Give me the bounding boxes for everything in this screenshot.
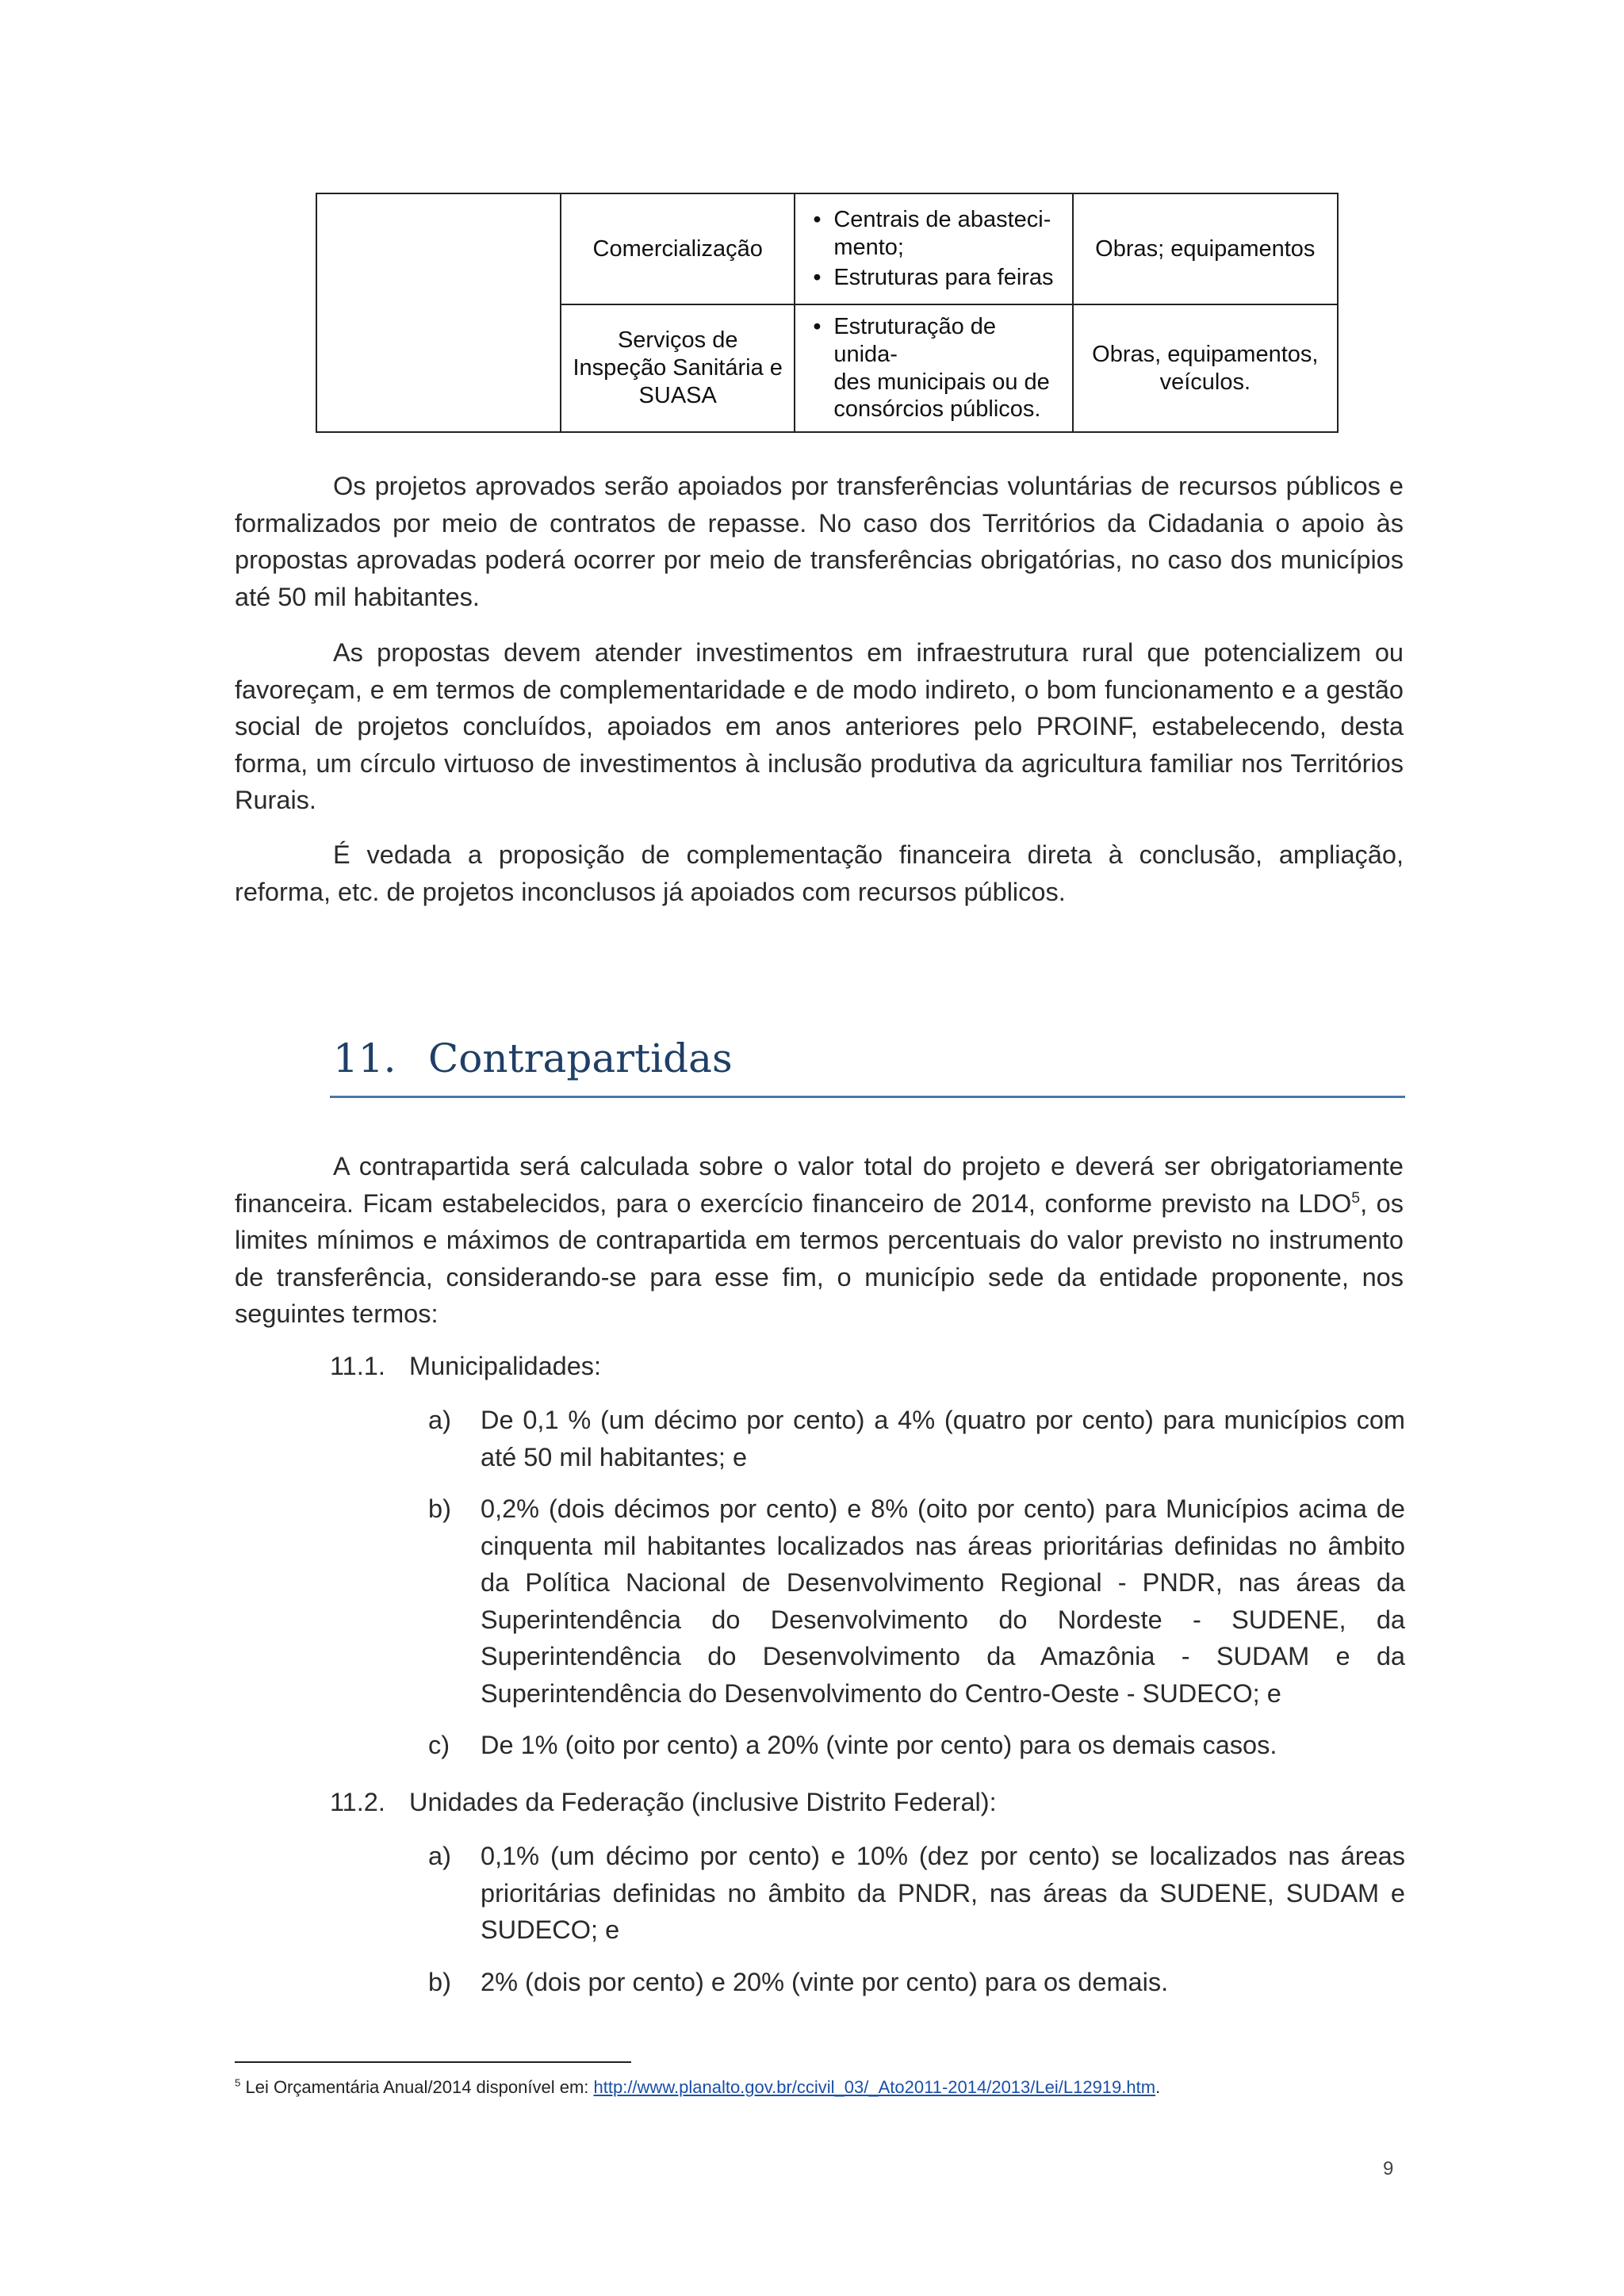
table-cell-items <box>795 193 1072 304</box>
list-item: • Estruturas para feiras <box>811 264 1062 292</box>
subsection-label: Municipalidades: <box>409 1352 602 1380</box>
item-text: De 1% (oito por cento) a 20% (vinte por cento) para os demais casos. <box>481 1731 1277 1759</box>
list-item: • Centrais de abasteci- mento; <box>811 206 1062 262</box>
item-letter: c) <box>428 1731 450 1759</box>
paragraph-transfers: Os projetos aprovados serão apoiados por transferências voluntárias de recursos públicos e formalizados por meio de contratos de repasse. No caso dos Territórios da Cidadania o apoio às propostas aprovadas poderá ocorrer por meio de transferências obrigatórias, no caso dos municípios até 50 mil habitantes. <box>235 472 1404 611</box>
table-cell-empty <box>316 193 561 432</box>
footnote-reference[interactable]: 5 <box>1351 1188 1361 1207</box>
list-item <box>428 1838 1405 1949</box>
list-item: • Estruturação de unida- des municipais ou de consórcios públicos. <box>811 313 1062 423</box>
table-cell-type: Obras; equipamentos <box>1073 193 1338 304</box>
item-text: 2% (dois por cento) e 20% (vinte por cento) para os demais. <box>481 1968 1169 1996</box>
intro-text-start: A contrapartida será calculada sobre o valor total do projeto e deverá ser obrigatoriamente financeira. Ficam estabelecidos, para o exercício financeiro de 2014, conforme previsto na LDO <box>235 1152 1404 1218</box>
item-letter: a) <box>428 1842 451 1870</box>
paragraph-intro <box>235 1148 1404 1333</box>
list-item <box>428 1490 1405 1712</box>
footnote-link[interactable]: http://www.planalto.gov.br/ccivil_03/_Ato2011-2014/2013/Lei/L12919.htm <box>593 2077 1156 2097</box>
list-item <box>428 1964 1405 2001</box>
item-text: 0,1% (um décimo por cento) e 10% (dez por cento) se localizados nas áreas prioritárias definidas no âmbito da PNDR, nas áreas da SUDENE, SUDAM e SUDECO; e <box>481 1842 1405 1944</box>
intro-text-end: , os limites mínimos e máximos de contrapartida em termos percentuais do valor previsto no instrumento de transferência, considerando-se para esse fim, o município sede da entidade proponente, nos seguintes termos: <box>235 1188 1404 1328</box>
item-letter: b) <box>428 1968 451 1996</box>
subsection-label: Unidades da Federação (inclusive Distrito Federal): <box>409 1788 997 1816</box>
item-letter: a) <box>428 1406 451 1434</box>
table-cell-category: Comercialização <box>561 193 795 304</box>
list-item <box>428 1402 1405 1475</box>
item-text: De 0,1 % (um décimo por cento) a 4% (quatro por cento) para municípios com até 50 mil habitantes; e <box>481 1406 1405 1471</box>
subsection-number: 11.2. <box>330 1788 385 1816</box>
footnote <box>235 2076 1408 2099</box>
list-item <box>428 1727 1405 1764</box>
investment-table <box>316 193 1339 433</box>
paragraph-proposals: As propostas devem atender investimentos em infraestrutura rural que potencializem ou favoreçam, e em termos de complementaridade e de modo indireto, o bom funcionamento e a gestão social de projetos concluídos, apoiados em anos anteriores pelo PROINF, estabelecendo, desta forma, um círculo virtuoso de investimentos à inclusão produtiva da agricultura familiar nos Territórios Rurais. <box>235 638 1404 814</box>
section-title: Contrapartidas <box>428 1035 733 1081</box>
item-letter: b) <box>428 1494 451 1523</box>
item-text: 0,2% (dois décimos por cento) e 8% (oito por cento) para Municípios acima de cinquenta mil habitantes localizados nas áreas prioritárias definidas no âmbito da Política Nacional de Desenvolvimento Regional - PNDR, nas áreas da Superintendência do Desenvolvimento do Nordeste - SUDENE, da Superintendência do Desenvolvimento da Amazônia - SUDAM e da Superintendência do Desenvolvimento do Centro-Oeste - SUDECO; e <box>481 1494 1405 1708</box>
footnote-separator <box>235 2061 631 2063</box>
paragraph-prohibition: É vedada a proposição de complementação financeira direta à conclusão, ampliação, reforma, etc. de projetos inconclusos já apoiados com recursos públicos. <box>235 840 1404 906</box>
footnote-marker: 5 <box>235 2076 241 2089</box>
table-cell-type: Obras, equipamentos, veículos. <box>1073 304 1338 432</box>
section-heading <box>330 1027 1405 1098</box>
table-cell-category: Serviços de Inspeção Sanitária e SUASA <box>561 304 795 432</box>
table-cell-items <box>795 304 1072 432</box>
section-number: 11. <box>333 1035 396 1081</box>
page-number: 9 <box>1383 2158 1394 2179</box>
subsection-number: 11.1. <box>330 1352 385 1380</box>
footnote-trailing: . <box>1155 2077 1161 2097</box>
table-row <box>316 193 1338 304</box>
footnote-text: Lei Orçamentária Anual/2014 disponível em: <box>245 2077 594 2097</box>
